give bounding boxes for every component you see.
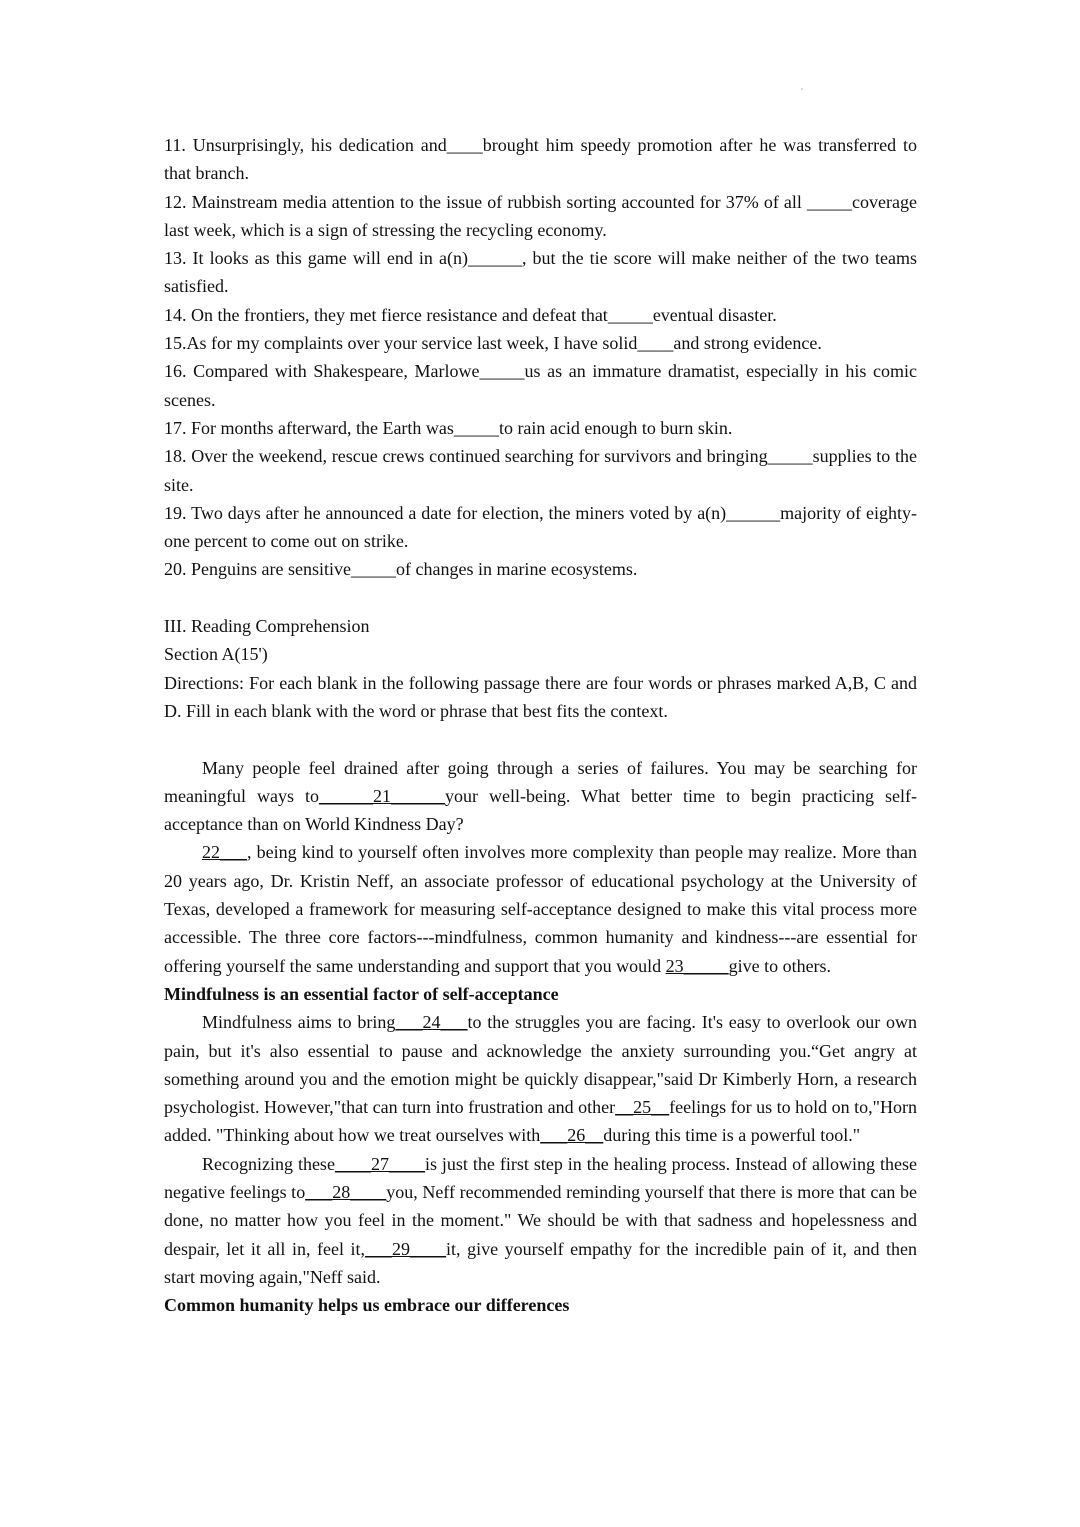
passage-heading-common-humanity: Common humanity helps us embrace our differences [164,1295,570,1316]
answer-blank: ____ [637,333,674,354]
answer-blank: _____ [479,361,525,382]
section-subheading: Section A(15') [164,644,268,665]
blank-21: ______21______ [318,785,445,806]
blank-23: 23_____ [665,955,729,976]
question-17: 17. For months afterward, the Earth was_____to rain acid enough to burn skin. [164,417,733,438]
passage-paragraph-1: Many people feel drained after going through a series of failures. You may be searching for meaningful ways to______21______your well-being. What better time to begin practicing self-acceptance than on World Kindness Day? [164,757,917,835]
answer-blank: _____ [453,417,499,438]
question-18: 18. Over the weekend, rescue crews continued searching for survivors and bringing_____supplies to the site. [164,446,917,495]
document-content [164,131,917,1319]
answer-blank: ______ [467,248,522,269]
question-20: 20. Penguins are sensitive_____of changes in marine ecosystems. [164,559,638,580]
answer-blank: ____ [446,135,483,155]
answer-blank: ______ [726,502,781,523]
blank-28: ___28____ [305,1181,387,1202]
answer-blank: _____ [807,191,853,212]
question-14: 14. On the frontiers, they met fierce resistance and defeat that_____eventual disaster. [164,304,777,325]
blank-24: ___24___ [395,1012,468,1033]
blank-27: ____27____ [334,1153,425,1174]
passage-paragraph-4: Recognizing these____27____is just the first step in the healing process. Instead of allowing these negative feelings to___28____you, Neff recommended reminding yourself that there is more that can be done, no matter how you feel in the moment." We should be with that sadness and hopelessness and despair, let it all in, feel it,___29____it, give yourself empathy for the incredible pain of it, and then start moving again,"Neff said. [164,1153,918,1287]
answer-blank: _____ [767,446,813,467]
question-16: 16. Compared with Shakespeare, Marlowe_____us as an immature dramatist, especially in his comic scenes. [164,361,917,410]
spacer [164,725,917,753]
answer-blank: _____ [350,559,396,580]
question-13: 13. It looks as this game will end in a(n)______, but the tie score will make neither of the two teams satisfied. [164,248,918,297]
blank-25: __25__ [615,1097,670,1118]
question-11: 11. Unsurprisingly, his dedication and____brought him speedy promotion after he was transferred to that branch. [164,135,917,184]
answer-blank: _____ [607,304,653,325]
section-heading: III. Reading Comprehension [164,616,370,637]
blank-22: 22___ [202,842,247,863]
passage-heading-mindfulness: Mindfulness is an essential factor of self-acceptance [164,983,559,1004]
blank-26: ___26__ [540,1125,604,1146]
scan-dot [801,88,803,90]
directions: Directions: For each blank in the following passage there are four words or phrases marked A,B, C and D. Fill in each blank with the word or phrase that best fits the context. [164,672,917,721]
passage-paragraph-3: Mindfulness aims to bring___24___to the struggles you are facing. It's easy to overlook our own pain, but it's also essential to pause and acknowledge the anxiety surrounding you.“Get angry at something around you and the emotion might be quickly disappear,"said Dr Kimberly Horn, a research psychologist. However,"that can turn into frustration and other__25__feelings for us to hold on to,"Horn added. "Thinking about how we treat ourselves with___26__during this time is a powerful tool." [164,1012,918,1146]
question-15: 15.As for my complaints over your service last week, I have solid____and strong evidence. [164,333,822,354]
spacer [164,584,917,612]
blank-29: ___29____ [365,1238,447,1259]
passage-paragraph-2: 22___, being kind to yourself often involves more complexity than people may realize. More than 20 years ago, Dr. Kristin Neff, an associate professor of educational psychology at the University of Texas, developed a framework for measuring self-acceptance designed to make this vital process more accessible. The three core factors---mindfulness, common humanity and kindness---are essential for offering yourself the same understanding and support that you would 23_____give to others. [164,842,917,976]
question-19: 19. Two days after he announced a date for election, the miners voted by a(n)______majority of eighty-one percent to come out on strike. [164,502,917,552]
question-12: 12. Mainstream media attention to the issue of rubbish sorting accounted for 37% of all _____coverage last week, which is a sign of stressing the recycling economy. [164,191,917,240]
